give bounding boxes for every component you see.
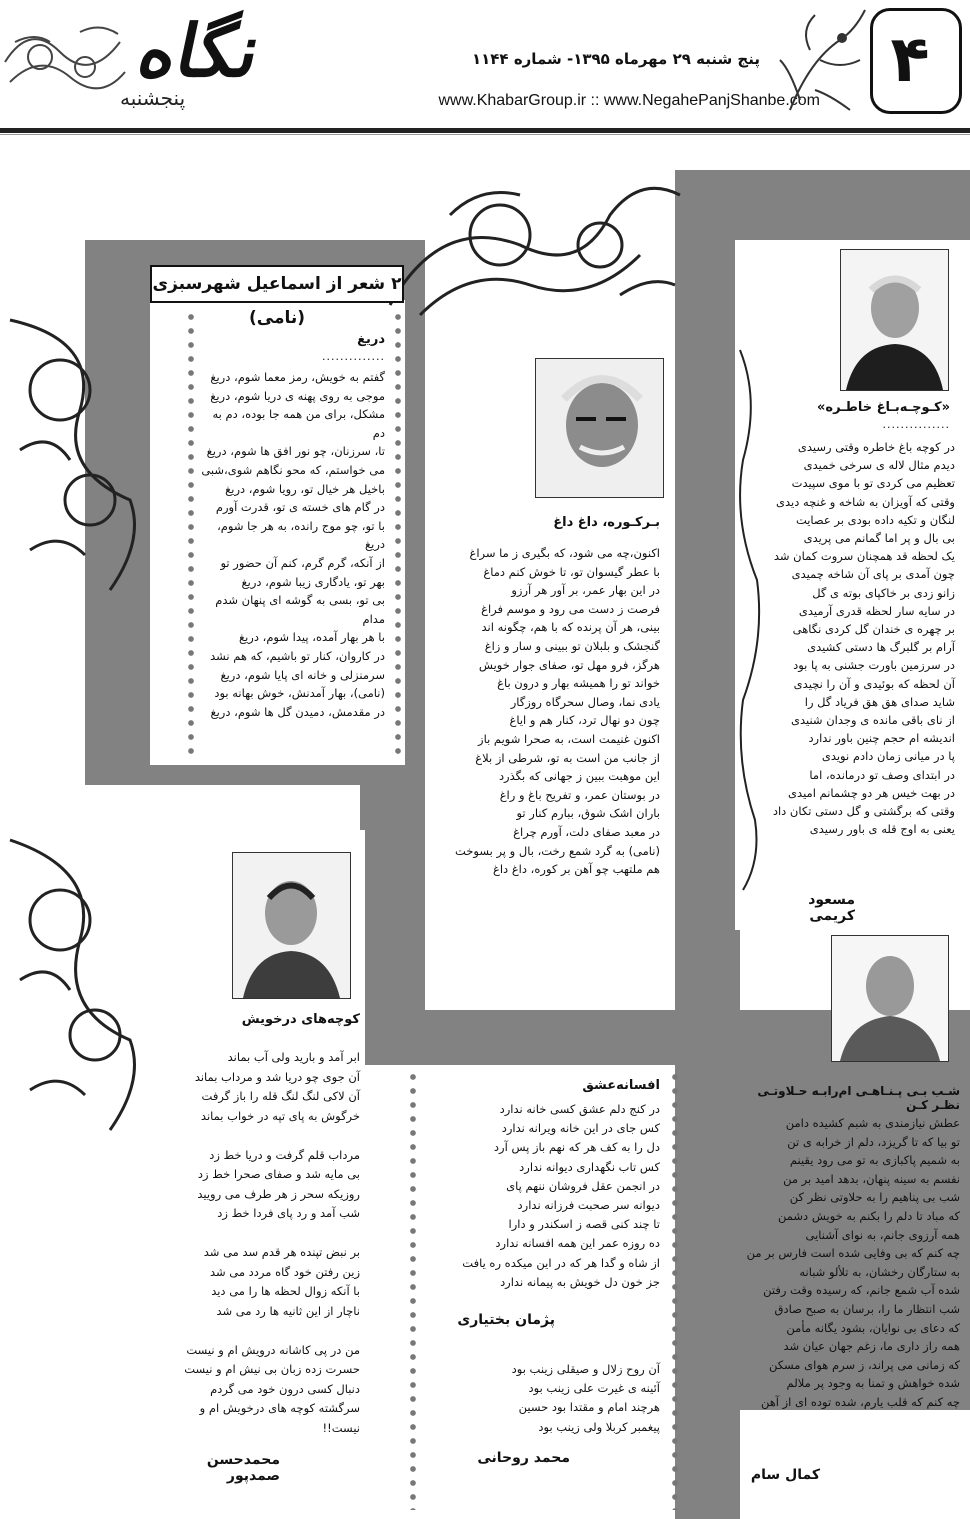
masthead-logo xyxy=(120,8,270,128)
floral-swirl-ornament xyxy=(0,300,150,600)
floral-swirl-ornament xyxy=(0,12,130,107)
author-photo xyxy=(232,852,351,999)
portrait-icon xyxy=(841,250,948,390)
dotted-rule xyxy=(672,1070,678,1510)
poem-body: عطش نیازمندی به شبم کشیده دامن تو بیا که تا گریزد، دلم از خرابه ی تن به شمیم پاکبازی به تو می رود یقینم نفسم به سینه پنهان، بدهد امید بر من شب بی پناهیم را به حلاوتی نظر کن که مباد تا دلم را بکنم به خویش دشمن همه آرزوی جانم، به نوای آشنایی چه کنم که بی وفایی شده است فارس بر من به ستارگان رخشان، به تلألو شبانه شده آب شمع جانم، که رسیده وقت رفتن شب انتظار ما را، برسان به صبح صادق که دعای بی نوایان، بشود یگانه مأمن همه راز داری ما، زغم جهان عیان شد که زمانی می پراند، ز سرم هوای مسکن شده خواهش و تمنا به وجود پر ملالم چه کنم که قلب یارم، شده توده ای از آهن xyxy=(746,1116,960,1409)
floral-swirl-ornament xyxy=(380,175,690,325)
dotted-rule xyxy=(395,310,401,760)
poem-title: کوچه‌های درخویش xyxy=(241,1012,360,1027)
poem-body: گفتم به خویش، رمز معما شوم، دریغ موجی به روی پهنه ی دریا شوم، دریغ مشکل، برای من همه جا بوده، دم به دم تا، سرزنان، چو نور افق ها شوم، دریغ می خواستم، که محو نگاهم شوی،شبی باخیل هر خیال تو، رویا شوم، دریغ در گام های خسته ی تو، قدرت آورم با تو، چو موج رانده، به هر جا شوم، دریغ از آنکه، گرم گرم، کنم آن حضور تو بهر تو، یادگاری زیبا شوم، دریغ بی تو، بسی به گوشه ای پنهان شدم مدام با هر بهار آمده، پیدا شوم، دریغ در کاروان، کنار تو باشیم، که هم نشد سرمنزلی و خانه ای پایا شوم، دریغ (نامی)، بهار آمدنش، خوش بهانه بود در مقدمش، دمیدن گل ها شوم، دریغ xyxy=(201,370,385,719)
poem-body: آن روح زلال و صیقلی زینب بود آئینه ی غیرت علی زینب بود هرچند امام و مقتدا بود حسین پیغمبر کربلا ولی زینب بود xyxy=(511,1362,660,1434)
poem-body: در کوچه باغ خاطره وقتی رسیدی دیدم مثال لاله ی سرخی خمیدی تعظیم می کردی تو با موی سپیدت وقتی که آویزان به شاخه و غنچه دیدی لنگان و تکیه داده بودی بر عصایت بی بال و پر اما گمانم می پریدی یک لحظه قد همچنان سروت کمان شد چون آمدی بر پای آن شاخه چمیدی زانو زدی بر خاکپای بوته ی گل در سایه سار لحظه قدری آرمیدی بر چهره ی خندان گل کردی نگاهی آرام بر گلبرگ ها دستی کشیدی در سرزمین باورت جشنی به پا بود آن لحظه که بوئیدی و آن را نچیدی شاید صدای هق هق فریاد گل را از نای باقی مانده ی وجدان شنیدی اندیشه ام حجم چنین باور ندارد پا در میانی زمان دادم نویدی در ابتدای وصف تو درمانده، اما در بهت خیس هر دو چشمانم امیدی وقتی که برگشتی و گل دستی تکان داد یعنی به اوج قله ی باور رسیدی xyxy=(772,440,955,837)
poem-title: بـرکـوره، داغ داغ xyxy=(553,515,660,530)
website-line: www.KhabarGroup.ir :: www.NegahePanjShanbe.com xyxy=(438,92,820,109)
dotted-rule xyxy=(188,310,194,760)
panel-right-bottom-foot xyxy=(740,1410,970,1519)
section-heading: ۲ شعر از اسماعیل شهرسبزی (نامی) xyxy=(150,265,404,303)
page-number: ۴ xyxy=(890,23,930,97)
title-separator: .............. xyxy=(322,350,385,363)
poem-title: شـب بـی پـنـاهـی ام‌را‌بـه حـلاوتـی نظـر کـن xyxy=(757,1084,960,1112)
floral-swirl-ornament xyxy=(0,820,150,1140)
bottom-frame-band xyxy=(360,1010,740,1065)
portrait-icon xyxy=(536,359,663,497)
poem-body: اکنون،چه می شود، که بگیری ز ما سراغ با عطر گیسوان تو، تا خوش کنم دماغ در این بهار عمر، بر آور هر آرزو فرصت ز دست می رود و موسم فراغ بینی، هر آن پرنده که با هم، چگونه اند گنجشک و بلبلان تو ببینی و سار و زاغ هرگز، فرو مهل تو، صفای جوار خویش خواند تو را همیشه بهار و درون باغ یادی نما، وصال سحرگاه روزگار چون دو نهال ترد، کنار هم و ایاغ اکنون غنیمت است، به صحرا شویم باز از جانب من است به تو، شرطی از بلاغ این موهبت ببین ز جهانی که بگذرد در بوستان عمر، و تفریح باغ و راغ باران اشک شوق، ببارم کنار تو در معبد صفای دلت، آورم چراغ (نامی) به گرد شمع رخت، بال و پر بسوخت هم ملتهب چو آهن بر کوره، داغ داغ xyxy=(454,546,660,877)
issue-date-line: پنج شنبه ۲۹ مهرماه ۱۳۹۵- شماره ۱۱۴۴ xyxy=(471,50,760,68)
title-separator: ............... xyxy=(882,418,950,431)
portrait-icon xyxy=(233,853,350,998)
author-photo xyxy=(535,358,664,498)
page-header xyxy=(0,0,970,140)
masthead-subtitle: پنجشنبه xyxy=(120,86,186,110)
poem-title: «کـوچـه‌بـاغ خاطـره» xyxy=(817,400,950,415)
author-name: پژمان بختیاری xyxy=(457,1312,555,1328)
poem-title: دریغ xyxy=(357,332,385,347)
portrait-icon xyxy=(832,936,948,1061)
author-name: مسعود کریمی xyxy=(808,892,855,924)
header-rule-thin xyxy=(0,134,970,135)
author-name: محمد روحانی xyxy=(477,1450,570,1466)
author-photo xyxy=(831,935,949,1062)
author-photo xyxy=(840,249,949,391)
phoenix-illustration xyxy=(770,0,870,128)
poem-title: افسانه‌عشق xyxy=(582,1078,660,1093)
dotted-rule xyxy=(410,1070,416,1510)
poem-body: در کنج دلم عشق کسی خانه ندارد کس جای در این خانه ویرانه ندارد دل را به کف هر که نهم باز پس آرد کس تاب نگهداری دیوانه ندارد در انجمن عقل فروشان ننهم پای دیوانه سر صحبت فرزانه ندارد تا چند کنی قصه ز اسکندر و دارا ده روزه عمر این همه افسانه ندارد از شاه و گدا هر که در این میکده ره یافت جز خون دل خویش به پیمانه ندارد xyxy=(462,1102,660,1289)
author-name: محمدحسن صمدپور xyxy=(206,1452,280,1484)
author-name: کمال سام xyxy=(750,1467,820,1483)
poem-body: ابر آمد و بارید ولی آب بماند آن جوی چو دریا شد و مرداب بماند آن لاکی لنگ لنگ قله را باز گرفت خرگوش به پای تپه در خواب بماند مرداب قلم گرفت و دریا خط زد بی مایه شد و صفای صحرا خط زد روزیکه سحر ز هر طرف می رویید شب آمد و رد پای فردا خط زد بر نبض تپنده هر قدم سد می شد زین رفتن خود گاه مردد می شد با آنکه زوال لحظه ها را می دید ناچار از این ثانیه ها رد می شد من در پی کاشانه درویش ام و نیست حسرت زده زبان بی نیش ام و نیست دنبال کسی درون خود می گردم سرگشته کوچه های درخویش ام و نیست!! xyxy=(184,1050,360,1435)
masthead-logo-script: نگاه xyxy=(130,8,269,93)
header-rule xyxy=(0,128,970,133)
